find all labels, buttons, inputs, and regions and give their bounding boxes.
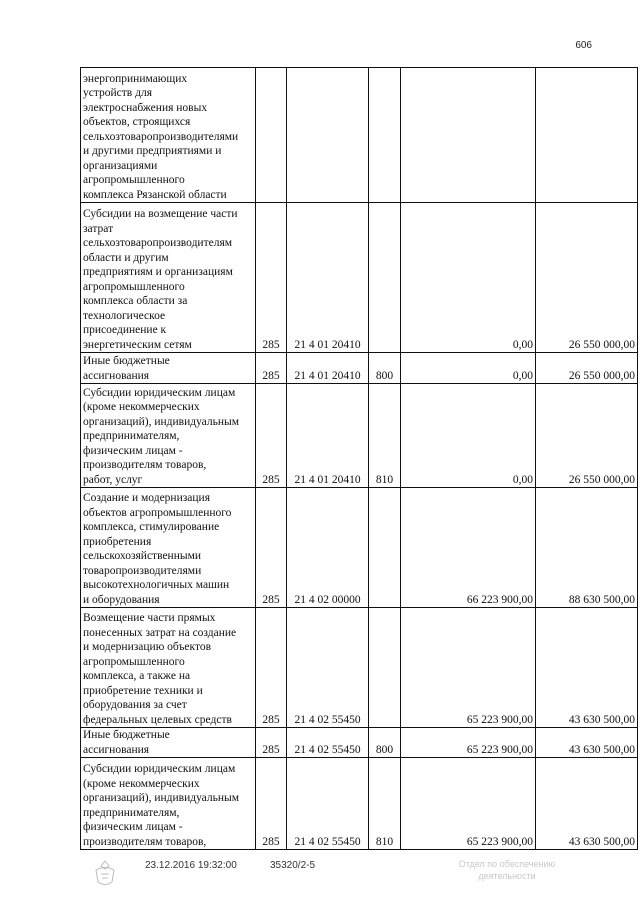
stamp-line-1: Отдел по обеспечению xyxy=(458,859,556,869)
table-cell-kvr xyxy=(369,203,401,353)
table-cell-value-2: 88 630 500,00 xyxy=(536,488,638,608)
page-number: 606 xyxy=(575,40,592,51)
table-cell-kcsr: 21 4 01 20410 xyxy=(287,353,369,384)
table-cell-kvr: 800 xyxy=(369,353,401,384)
table-cell-value-2: 43 630 500,00 xyxy=(536,608,638,728)
footer-doc-number: 35320/2-5 xyxy=(270,860,316,871)
table-cell-description: Субсидии на возмещение части затрат сельхозтоваропроизводителям области и другим предприятиям и организациям агропромышленного комплекса области за технологическое присоединение к энергетическим сетям xyxy=(81,203,256,353)
table-cell-kvr: 800 xyxy=(369,728,401,758)
footer-timestamp: 23.12.2016 19:32:00 xyxy=(145,860,237,871)
table-cell-value-2: 26 550 000,00 xyxy=(536,353,638,384)
table-cell-kcsr: 21 4 02 55450 xyxy=(287,608,369,728)
table-row xyxy=(81,488,638,608)
table-cell-code: 285 xyxy=(256,608,287,728)
table-row xyxy=(81,68,638,203)
table-cell-kvr: 810 xyxy=(369,384,401,488)
table-row xyxy=(81,758,638,850)
table-cell-kcsr: 21 4 01 20410 xyxy=(287,203,369,353)
table-cell-description: Создание и модернизация объектов агропромышленного комплекса, стимулирование приобретения сельскохозяйственными товаропроизводителями высокотехнологичных машин и оборудования xyxy=(81,488,256,608)
table-cell-value-1: 65 223 900,00 xyxy=(401,758,536,850)
footer xyxy=(0,858,640,898)
table-cell-value-2: 26 550 000,00 xyxy=(536,384,638,488)
table-cell-kcsr: 21 4 02 55450 xyxy=(287,728,369,758)
table-cell-code: 285 xyxy=(256,488,287,608)
table-row xyxy=(81,203,638,353)
budget-table xyxy=(80,67,638,850)
table-cell-description: энергопринимающих устройств для электроснабжения новых объектов, строящихся сельхозтоваропроизводителями и другими предприятиями и организациями агропромышленного комплекса Рязанской области xyxy=(81,68,256,203)
table-row xyxy=(81,353,638,384)
table-cell-kvr: 810 xyxy=(369,758,401,850)
table-cell-code xyxy=(256,68,287,203)
table-cell-value-2: 43 630 500,00 xyxy=(536,758,638,850)
table-cell-description: Иные бюджетные ассигнования xyxy=(81,353,256,384)
table-cell-kcsr: 21 4 01 20410 xyxy=(287,384,369,488)
table-cell-description: Субсидии юридическим лицам (кроме некоммерческих организаций), индивидуальным предпринимателям, физическим лицам - производителям товаров, xyxy=(81,758,256,850)
table-cell-code: 285 xyxy=(256,728,287,758)
table-cell-kvr xyxy=(369,608,401,728)
table-cell-kcsr: 21 4 02 00000 xyxy=(287,488,369,608)
table-cell-value-1: 65 223 900,00 xyxy=(401,608,536,728)
table-cell-description: Возмещение части прямых понесенных затрат на создание и модернизацию объектов агропромышленного комплекса, а также на приобретение техники и оборудования за счет федеральных целевых средств xyxy=(81,608,256,728)
table-cell-code: 285 xyxy=(256,203,287,353)
table-cell-code: 285 xyxy=(256,758,287,850)
table-cell-kcsr xyxy=(287,68,369,203)
table-cell-value-1: 65 223 900,00 xyxy=(401,728,536,758)
table-row xyxy=(81,608,638,728)
table-cell-value-1: 0,00 xyxy=(401,353,536,384)
table-cell-kvr xyxy=(369,488,401,608)
table-cell-description: Иные бюджетные ассигнования xyxy=(81,728,256,758)
table-cell-value-2 xyxy=(536,68,638,203)
coat-of-arms-icon xyxy=(92,858,118,893)
table-cell-kvr xyxy=(369,68,401,203)
table-cell-value-1: 66 223 900,00 xyxy=(401,488,536,608)
table-cell-value-2: 26 550 000,00 xyxy=(536,203,638,353)
table-cell-code: 285 xyxy=(256,384,287,488)
stamp-line-2: деятельности xyxy=(478,871,536,881)
table-cell-code: 285 xyxy=(256,353,287,384)
table-row xyxy=(81,728,638,758)
table-cell-value-1 xyxy=(401,68,536,203)
table-cell-value-2: 43 630 500,00 xyxy=(536,728,638,758)
table-cell-description: Субсидии юридическим лицам (кроме некоммерческих организаций), индивидуальным предпринимателям, физическим лицам - производителям товаров, работ, услуг xyxy=(81,384,256,488)
table-cell-kcsr: 21 4 02 55450 xyxy=(287,758,369,850)
registration-stamp xyxy=(422,858,592,882)
table-cell-value-1: 0,00 xyxy=(401,384,536,488)
table-cell-value-1: 0,00 xyxy=(401,203,536,353)
table-row xyxy=(81,384,638,488)
